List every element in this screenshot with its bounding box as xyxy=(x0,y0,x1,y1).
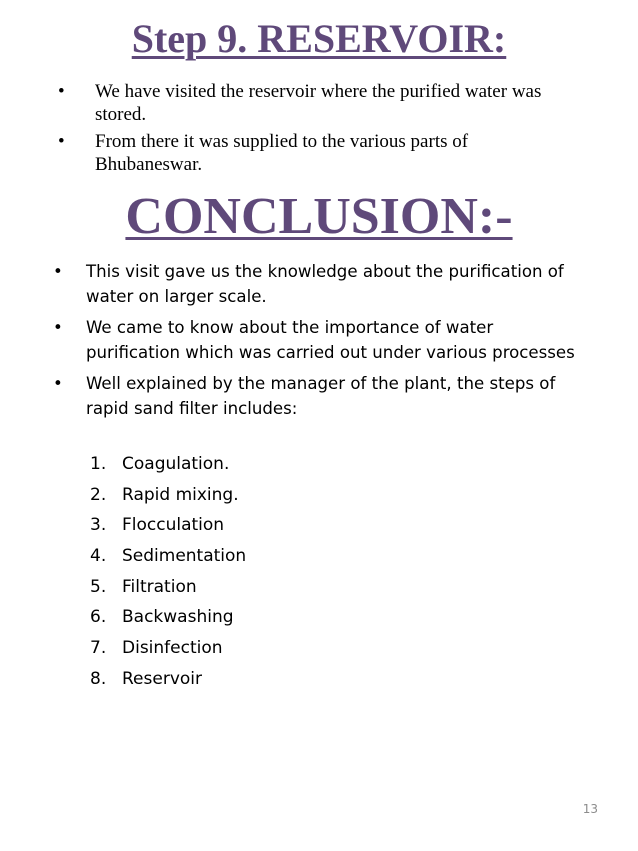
step-title: Step 9. RESERVOIR: xyxy=(131,16,507,61)
step-number: 5. xyxy=(90,576,107,597)
conclusion-bullet-item xyxy=(50,315,590,365)
bullet-icon: • xyxy=(53,262,63,281)
step-text: Flocculation xyxy=(122,515,225,536)
step-text: Coagulation. xyxy=(122,454,230,474)
filter-step-item xyxy=(90,635,246,666)
step-number: 2. xyxy=(90,484,107,505)
conclusion-title: CONCLUSION:- xyxy=(125,188,513,245)
page-number: 13 xyxy=(582,802,598,816)
step-bullet-item xyxy=(58,80,578,126)
filter-step-item xyxy=(90,604,246,635)
step-number: 3. xyxy=(90,515,107,536)
filter-step-item xyxy=(90,482,246,513)
step-text: Backwashing xyxy=(122,607,234,628)
conclusion-bullet-text: We came to know about the importance of water purification which was carried out under various processes xyxy=(86,318,575,362)
step-text: Rapid mixing. xyxy=(122,484,239,505)
filter-step-item xyxy=(90,543,246,574)
step-number: 6. xyxy=(90,607,107,628)
step-text: Filtration xyxy=(122,576,197,597)
bullet-icon: • xyxy=(58,131,65,152)
bullet-icon: • xyxy=(53,318,63,337)
step-number: 8. xyxy=(90,668,107,689)
filter-steps-list xyxy=(90,451,246,697)
step-number: 4. xyxy=(90,546,107,567)
conclusion-bullet-text: Well explained by the manager of the plant, the steps of rapid sand filter includes: xyxy=(86,374,556,418)
step-text: Reservoir xyxy=(122,668,202,689)
conclusion-bullet-text: This visit gave us the knowledge about the purification of water on larger scale. xyxy=(86,262,564,306)
step-number: 7. xyxy=(90,638,107,659)
conclusion-bullet-item xyxy=(50,371,590,421)
conclusion-bullet-list xyxy=(50,259,590,427)
step-bullet-list xyxy=(58,80,578,180)
step-text: Sedimentation xyxy=(122,546,247,567)
step-text: Disinfection xyxy=(122,638,223,659)
conclusion-bullet-item xyxy=(50,259,590,309)
step-number: 1. xyxy=(90,454,107,474)
step-bullet-item xyxy=(58,130,578,176)
filter-step-item xyxy=(90,666,246,697)
bullet-icon: • xyxy=(58,81,65,102)
step-bullet-text: From there it was supplied to the various parts of Bhubaneswar. xyxy=(95,131,469,175)
filter-step-item xyxy=(90,512,246,543)
bullet-icon: • xyxy=(53,374,63,393)
filter-step-item xyxy=(90,451,246,482)
filter-step-item xyxy=(90,574,246,605)
step-bullet-text: We have visited the reservoir where the purified water was stored. xyxy=(95,81,542,125)
